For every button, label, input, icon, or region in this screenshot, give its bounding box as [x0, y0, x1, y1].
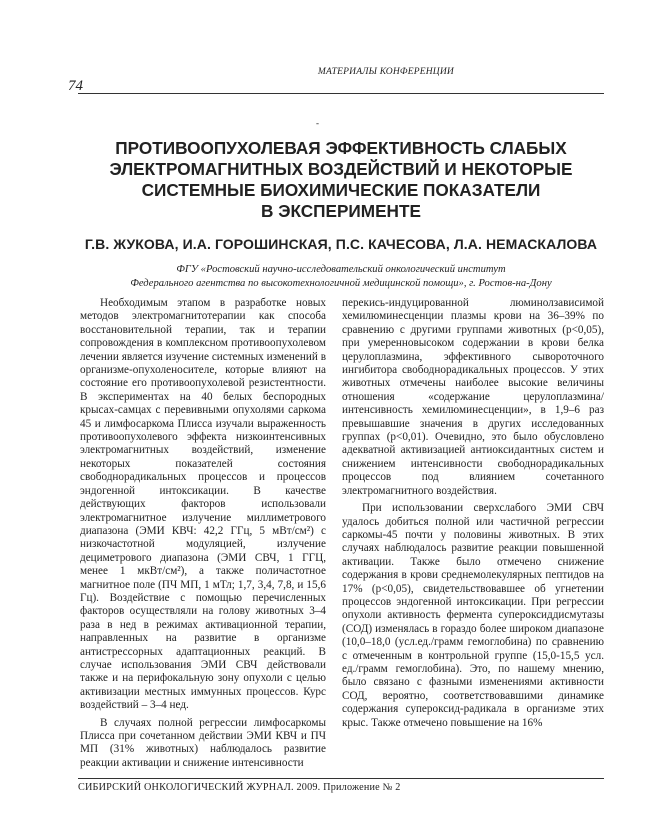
- title-dash: -: [316, 118, 319, 128]
- affiliation-line: Федерального агентства по высокотехнологичной медицинской помощи», г. Ростов-на-Дону: [130, 278, 552, 289]
- title-line: ЭЛЕКТРОМАГНИТНЫХ ВОЗДЕЙСТВИЙ И НЕКОТОРЫЕ: [109, 159, 573, 179]
- title-line: В ЭКСПЕРИМЕНТЕ: [261, 201, 421, 221]
- title-line: ПРОТИВООПУХОЛЕВАЯ ЭФФЕКТИВНОСТЬ СЛАБЫХ: [115, 138, 567, 158]
- paragraph: В случаях полной регрессии лимфосаркомы Плисса при сочетанном действии ЭМИ КВЧ и ПЧ МП (31% животных) наблюдалось развитие реакции активации и снижение интенсивности: [80, 716, 326, 769]
- running-head: МАТЕРИАЛЫ КОНФЕРЕНЦИИ: [317, 67, 454, 77]
- right-column: [342, 297, 604, 730]
- paragraph: перекись-индуцированной люминолзависимой хемилюминесценции плазмы крови на 36–39% по сравнению с другими группами животных (p<0,05), при умеренновысоком содержании в крови белка церулоплазмина, эффективного сывороточного ингибитора свободнорадикальных процессов. У этих животных отмечены наиболее высокие величины отношения «содержание церулоплазмина/интенсивность хемилюминесценции», в 1,9–6 раз превышавшие значения в других исследованных группах (p<0,01). Очевидно, это было обусловлено адекватной активизацией антиоксидантных систем и снижением интенсивности свободнорадикальных процессов под влиянием сочетанного электромагнитного воздействия.: [342, 297, 604, 497]
- footer-rule: [78, 778, 604, 779]
- article-title: [78, 138, 604, 222]
- paragraph: Необходимым этапом в разработке новых методов электромагнитотерапии как способа восстановительной терапии, так и терапии сопровождения в комплексном противоопухолевом лечении является изучение системных изменений в организме-опухоленосителе, которые влияют на состояние его противоопухолевой резистентности. В экспериментах на 40 белых беспородных крысах-самцах с перевивными опухолями саркома 45 и лимфосаркома Плисса изучали выраженность противоопухолевого эффекта низкоинтенсивных электромагнитных воздействий, изменение некоторых показателей состояния свободнорадикальных процессов и процессов эндогенной интоксикации. В качестве действующих факторов использовали электромагнитное излучение миллиметрового диапазона (ЭМИ КВЧ: 42,2 ГГц, 5 мВт/см²) с низкочастотной модуляцией, излучение дециметрового диапазона (ЭМИ СВЧ, 1 ГГЦ, менее 1 мкВт/см²), а также поличастотное магнитное поле (ПЧ МП, 1 мТл; 1,7, 3,4, 7,8, и 15,6 Гц). Воздействие с помощью перечисленных факторов осуществляли на голову животных 3–4 раза в нед в режимах активационной терапии, направленных на развитие в организме антистрессорных адаптационных реакций. В случае использования ЭМИ СВЧ действовали также и на перифокальную зону опухоли с целью активизации местных иммунных процессов. Курс воздействий – 3–4 нед.: [80, 297, 326, 712]
- title-line: СИСТЕМНЫЕ БИОХИМИЧЕСКИЕ ПОКАЗАТЕЛИ: [141, 180, 541, 200]
- paragraph: При использовании сверхслабого ЭМИ СВЧ удалось добиться полной или частичной регрессии саркомы-45 почти у половины животных. В этих случаях наблюдалось развитие реакции повышенной активации. Также было отмечено снижение содержания в крови среднемолекулярных пептидов на 17% (p<0,05), свидетельствовавшее об угнетении процессов эндогенной интоксикации. При регрессии опухоли активность фермента супероксиддисмутазы (СОД) изменялась в гораздо более широком диапазоне (10,0–18,0 (усл.ед./грамм гемоглобина) по сравнению с отмеченным в контрольной группе (15,0-15,5 усл. ед./грамм гемоглобина). Это, по нашему мнению, было связано с фазными изменениями активности СОД, вероятно, соответствовавшими динамике содержания супероксид-радикала в организме этих крыс. Также отмечено повышение на 16%: [342, 502, 604, 729]
- authors: Г.В. ЖУКОВА, И.А. ГОРОШИНСКАЯ, П.С. КАЧЕСОВА, Л.А. НЕМАСКАЛОВА: [84, 236, 598, 252]
- affiliation-line: ФГУ «Ростовский научно-исследовательский онкологический институт: [176, 264, 506, 275]
- affiliation: [78, 263, 604, 291]
- journal-footer: СИБИРСКИЙ ОНКОЛОГИЧЕСКИЙ ЖУРНАЛ. 2009. Приложение № 2: [78, 782, 401, 793]
- header-rule: [78, 93, 604, 94]
- page-number: 74: [68, 78, 83, 94]
- left-column: [80, 297, 326, 770]
